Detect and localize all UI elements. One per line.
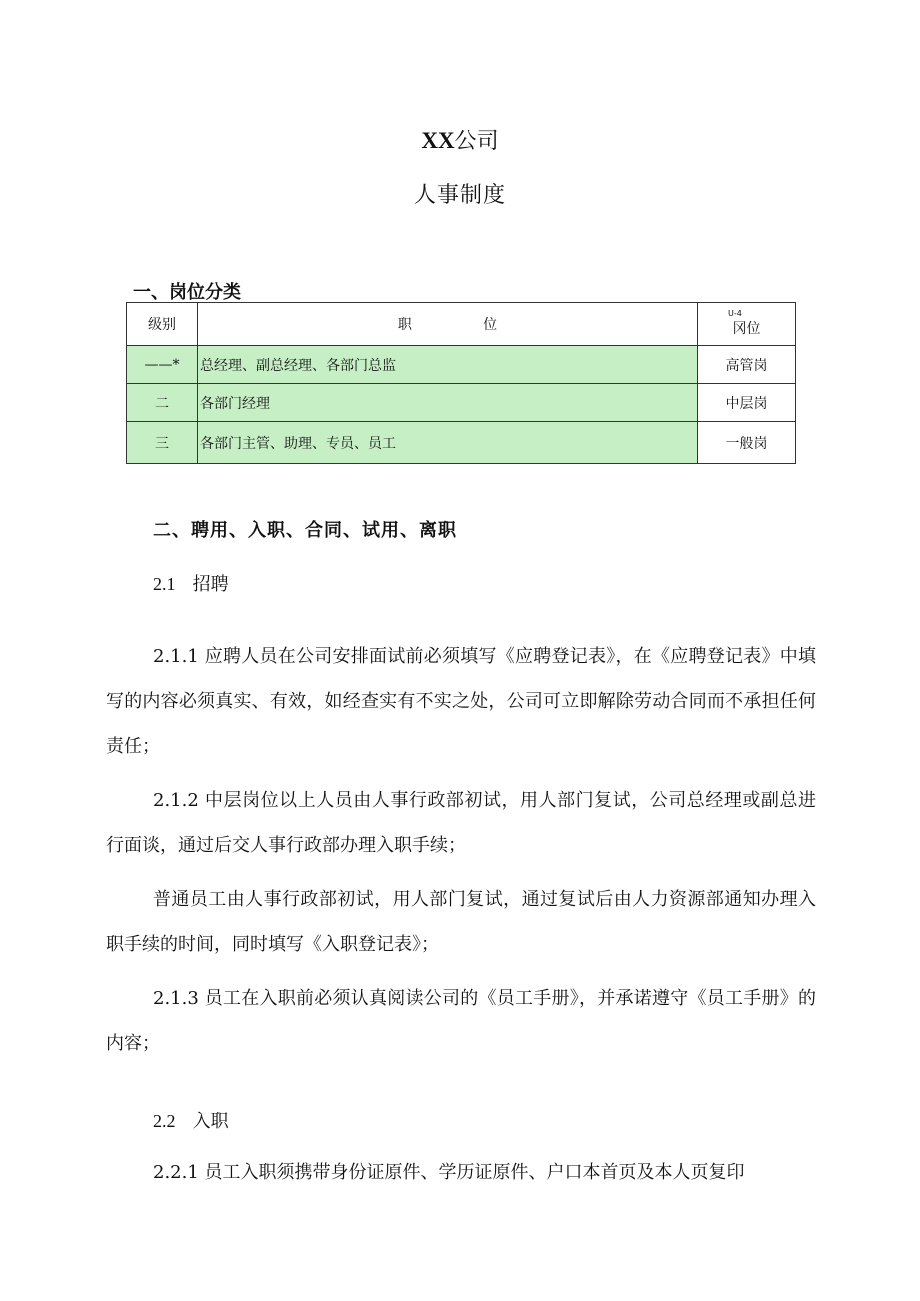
header-position: 职 位	[198, 303, 698, 346]
row-level: 二	[127, 384, 198, 422]
row-level: ——*	[127, 346, 198, 384]
section-heading-1: 一、岗位分类	[133, 282, 241, 303]
subsection-number: 2.1	[153, 574, 176, 594]
company-title: XX公司	[421, 128, 499, 154]
header-post	[698, 303, 796, 346]
header-post-superscript: U-4	[728, 309, 742, 318]
table-header-row	[127, 303, 796, 346]
paragraph-2-1-3: 2.1.3 员工在入职前必须认真阅读公司的《员工手册》，并承诺遵守《员工手册》的内容；	[106, 988, 816, 1054]
subsection-2-2	[153, 1107, 229, 1133]
document-title: 人事制度	[413, 183, 506, 208]
section-heading-2: 二、聘用、入职、合同、试用、离职	[153, 520, 457, 541]
subsection-title: 招聘	[192, 574, 229, 595]
table-row	[127, 384, 796, 422]
row-post: 高管岗	[698, 346, 796, 384]
row-post: 中层岗	[698, 384, 796, 422]
paragraph-2-1-2: 2.1.2 中层岗位以上人员由人事行政部初试，用人部门复试，公司总经理或副总进行面谈，通过后交人事行政部办理入职手续；	[106, 790, 816, 856]
table-row	[127, 346, 796, 384]
subsection-number: 2.2	[153, 1111, 176, 1131]
row-positions: 各部门经理	[198, 384, 698, 422]
position-classification-table	[126, 302, 796, 464]
header-post-label: 冈位	[732, 321, 761, 337]
paragraph-2-2-1: 2.2.1 员工入职须携带身份证原件、学历证原件、户口本首页及本人页复印	[153, 1162, 745, 1183]
row-positions: 各部门主管、助理、专员、员工	[198, 422, 698, 464]
table-row	[127, 422, 796, 464]
paragraph-2-1-1: 2.1.1 应聘人员在公司安排面试前必须填写《应聘登记表》，在《应聘登记表》中填写的内容必须真实、有效，如经查实有不实之处，公司可立即解除劳动合同而不承担任何责任；	[106, 646, 816, 757]
paragraph-normal-staff: 普通员工由人事行政部初试，用人部门复试，通过复试后由人力资源部通知办理入职手续的时间，同时填写《入职登记表》；	[106, 889, 816, 955]
subsection-title: 入职	[192, 1111, 229, 1132]
header-level: 级别	[127, 303, 198, 346]
row-positions: 总经理、副总经理、各部门总监	[198, 346, 698, 384]
row-level: 三	[127, 422, 198, 464]
subsection-2-1	[153, 570, 229, 596]
row-post: 一般岗	[698, 422, 796, 464]
